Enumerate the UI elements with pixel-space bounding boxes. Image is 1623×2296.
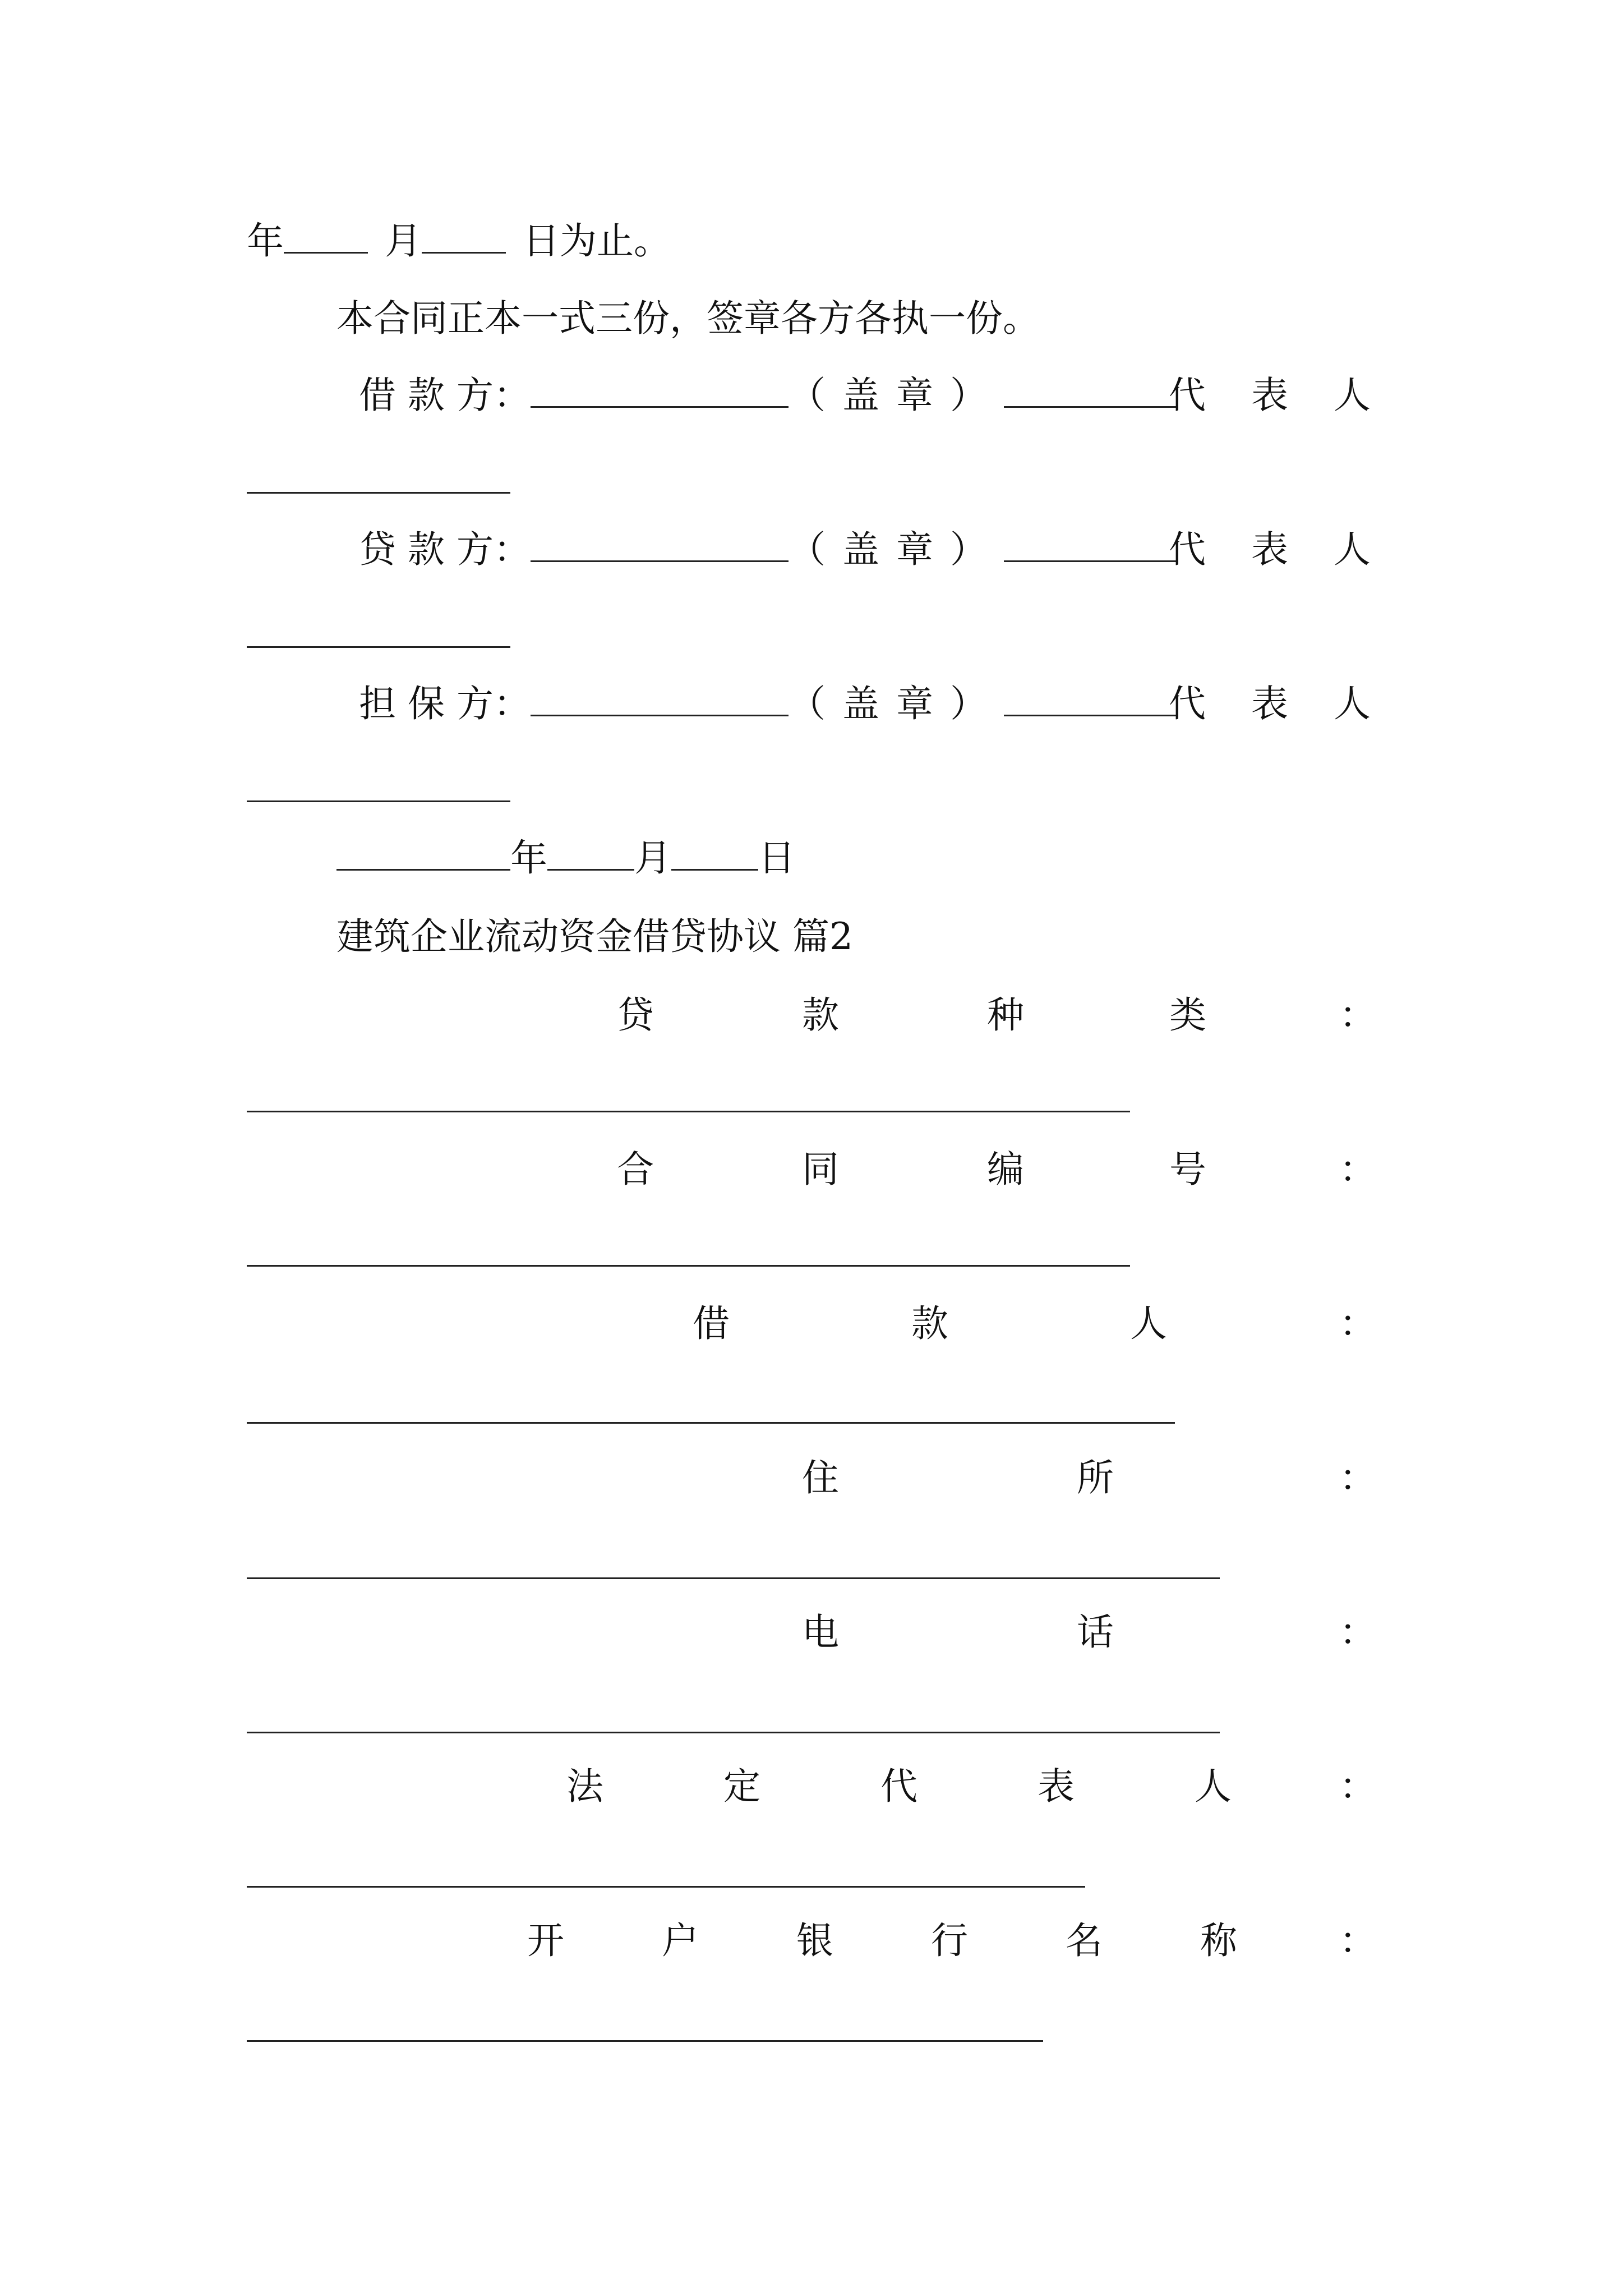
borrower-char: 款	[911, 1302, 948, 1345]
lender-sign-line	[359, 524, 1387, 575]
bank-name-blank	[247, 2040, 1043, 2042]
loan-type-char: 款	[802, 993, 839, 1037]
address-field	[247, 1453, 1376, 1503]
borrower-rep-blank	[247, 492, 510, 494]
borrower-blank	[531, 372, 789, 408]
end-date-line	[247, 216, 1387, 266]
bank-name-char: 名	[1066, 1919, 1103, 1962]
contract-no-field	[247, 1144, 1376, 1195]
borrower-label: 借 款 方：	[359, 374, 531, 417]
legal-rep-char: 法	[566, 1765, 603, 1808]
bank-name-char: 银	[796, 1919, 833, 1962]
sign-date-line	[336, 833, 1387, 884]
month-blank	[422, 218, 506, 254]
colon: ：	[1339, 1611, 1376, 1654]
guarantor-rep-blank	[247, 800, 510, 802]
address-char: 所	[1077, 1456, 1114, 1499]
contract-no-char: 同	[802, 1148, 839, 1191]
contract-no-char: 合	[617, 1148, 654, 1191]
loan-type-field	[247, 990, 1376, 1041]
legal-rep-char: 人	[1195, 1765, 1232, 1808]
legal-rep-char: 定	[723, 1765, 760, 1808]
bank-name-char: 称	[1200, 1919, 1237, 1962]
colon: ：	[1339, 1302, 1376, 1345]
loan-type-char: 种	[987, 993, 1024, 1037]
end-text: 日为止。	[523, 219, 671, 263]
lender-label: 贷 款 方：	[359, 528, 531, 571]
date-day-blank	[671, 835, 758, 871]
phone-blank	[247, 1732, 1220, 1733]
guarantor-blank	[531, 681, 789, 716]
seal-text: （盖章）	[788, 528, 1004, 571]
colon: ：	[1339, 1148, 1376, 1191]
contract-no-blank	[247, 1265, 1130, 1267]
address-blank	[247, 1577, 1220, 1579]
legal-rep-blank	[247, 1886, 1085, 1888]
date-year-blank	[336, 835, 510, 871]
year-blank	[284, 218, 368, 254]
rep-text: 代 表 人	[1169, 682, 1387, 725]
colon: ：	[1339, 1456, 1376, 1499]
guarantor-sign-line	[359, 679, 1387, 729]
loan-type-blank	[247, 1111, 1130, 1112]
lender-rep-blank	[247, 646, 510, 648]
colon: ：	[1339, 993, 1376, 1037]
date-day-text: 日	[758, 836, 795, 880]
bank-name-field	[247, 1916, 1376, 1966]
address-char: 住	[802, 1456, 839, 1499]
year-text: 年	[247, 219, 284, 263]
rep-text: 代 表 人	[1169, 374, 1387, 417]
copies-clause: 本合同正本一式三份，签章各方各执一份。	[336, 297, 1040, 340]
borrower-seal-blank	[1004, 372, 1178, 408]
borrower-field	[247, 1299, 1376, 1349]
guarantor-seal-blank	[1004, 681, 1178, 716]
colon: ：	[1339, 1919, 1376, 1962]
seal-text: （盖章）	[788, 374, 1004, 417]
date-month-blank	[547, 835, 634, 871]
bank-name-char: 开	[527, 1919, 564, 1962]
phone-field	[247, 1607, 1376, 1658]
borrower-name-blank	[247, 1422, 1175, 1424]
colon: ：	[1339, 1765, 1376, 1808]
seal-text: （盖章）	[788, 682, 1004, 725]
lender-seal-blank	[1004, 527, 1178, 562]
rep-text: 代 表 人	[1169, 528, 1387, 571]
legal-rep-char: 代	[880, 1765, 917, 1808]
loan-type-char: 类	[1169, 993, 1206, 1037]
section-title: 建筑企业流动资金借贷协议 篇2	[336, 915, 853, 958]
loan-type-char: 贷	[617, 993, 654, 1037]
legal-rep-char: 表	[1038, 1765, 1075, 1808]
contract-no-char: 号	[1169, 1148, 1206, 1191]
bank-name-char: 行	[931, 1919, 968, 1962]
month-text: 月	[385, 219, 422, 263]
date-year-text: 年	[510, 836, 547, 880]
lender-blank	[531, 527, 789, 562]
date-month-text: 月	[634, 836, 671, 880]
borrower-char: 人	[1130, 1302, 1167, 1345]
phone-char: 话	[1077, 1611, 1114, 1654]
bank-name-char: 户	[662, 1919, 699, 1962]
legal-rep-field	[247, 1761, 1376, 1812]
borrower-char: 借	[693, 1302, 730, 1345]
phone-char: 电	[802, 1611, 839, 1654]
borrower-sign-line	[359, 370, 1387, 421]
guarantor-label: 担 保 方：	[359, 682, 531, 725]
contract-no-char: 编	[987, 1148, 1024, 1191]
